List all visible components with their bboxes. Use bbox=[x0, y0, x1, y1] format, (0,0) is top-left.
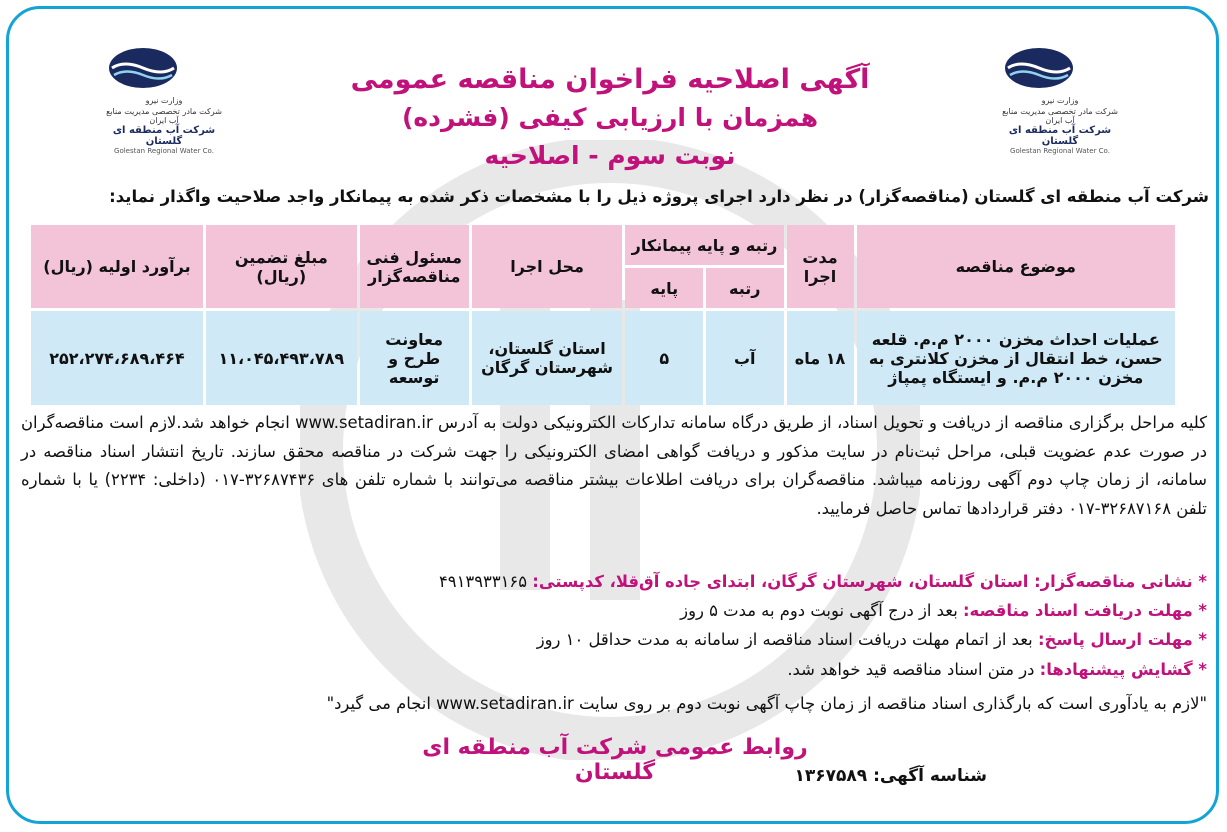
logo-parent-company: شرکت مادر تخصصی مدیریت منابع آب ایران bbox=[1002, 107, 1118, 125]
bid-opening-text: در متن اسناد مناقصه قید خواهد شد. bbox=[787, 659, 1035, 679]
list-item bbox=[17, 625, 1207, 654]
cell-duration: ۱۸ ماه bbox=[787, 311, 854, 405]
logo-english-name: Golestan Regional Water Co. bbox=[1010, 147, 1110, 155]
header-grade-group: رتبه و پایه پیمانکار bbox=[625, 225, 783, 265]
header-guarantee: مبلغ تضمین (ریال) bbox=[206, 225, 357, 308]
cell-grade: آب bbox=[706, 311, 784, 405]
header-base: پایه bbox=[625, 268, 703, 308]
document-deadline-label: * مهلت دریافت اسناد مناقصه: bbox=[962, 601, 1207, 621]
public-relations-signature: روابط عمومی شرکت آب منطقه ای گلستان bbox=[422, 735, 808, 785]
response-deadline-text: بعد از اتمام مهلت دریافت اسناد مناقصه از سامانه به مدت حداقل ۱۰ روز bbox=[536, 630, 1033, 650]
logo-ministry: وزارت نیرو bbox=[145, 96, 183, 105]
header-duration: مدت اجرا bbox=[787, 225, 854, 308]
company-logo-right bbox=[1000, 46, 1120, 155]
table-header-row bbox=[31, 225, 1175, 265]
logo-ministry: وزارت نیرو bbox=[1041, 96, 1079, 105]
logo-english-name: Golestan Regional Water Co. bbox=[114, 147, 214, 155]
notice-subtitle: همزمان با ارزیابی کیفی (فشرده) bbox=[401, 103, 819, 132]
document-deadline-text: بعد از درج آگهی نوبت دوم به مدت ۵ روز bbox=[680, 601, 958, 621]
notice-round: نوبت سوم - اصلاحیه bbox=[484, 141, 736, 170]
ad-id: شناسه آگهی: ۱۳۶۷۵۸۹ bbox=[794, 766, 987, 786]
instructions-text: کلیه مراحل برگزاری مناقصه از دریافت و تحویل اسناد، از طریق درگاه سامانه تدارکات الکترونیکی دولت به آدرس www.setadiran.ir انجام خواهد شد.لازم است مناقصه‌گران در صورت عدم عضویت قبلی، مراحل ثبت‌نام در سایت مذکور و دریافت گواهی امضای الکترونیکی را جهت شرکت در مناقصه محقق سازند. تاریخ انتشار اسناد مناقصه در سامانه، از زمان چاپ دوم آگهی روزنامه میباشد. مناقصه‌گران برای دریافت اطلاعات بیشتر مناقصه می‌توانند با شماره تلفن های ۳۲۶۸۷۴۳۶-۰۱۷ (داخلی: ۲۲۳۴) یا با شماره تلفن ۳۲۶۸۷۱۶۸-۰۱۷ دفتر قراردادها تماس حاصل فرمایید. bbox=[21, 413, 1208, 518]
header-subject: موضوع مناقصه bbox=[857, 225, 1175, 308]
logo-company-name: شرکت آب منطقه ای گلستان bbox=[112, 125, 216, 147]
cell-estimate: ۲۵۲،۲۷۴،۶۸۹،۴۶۴ bbox=[31, 311, 203, 405]
intro-text: شرکت آب منطقه ای گلستان (مناقصه‌گزار) در نظر دارد اجرای پروژه ذیل را با مشخصات ذکر شده به پیمانکار واجد صلاحیت واگذار نماید: bbox=[109, 187, 1209, 206]
bid-opening-label: * گشایش پیشنهادها: bbox=[1039, 659, 1207, 679]
company-logo-left bbox=[104, 46, 224, 155]
cell-technical-lead: معاونت طرح و توسعه bbox=[360, 311, 469, 405]
cell-base: ۵ bbox=[625, 311, 703, 405]
tender-table bbox=[28, 222, 1178, 408]
list-item bbox=[17, 655, 1207, 684]
header-location: محل اجرا bbox=[472, 225, 623, 308]
notice-title: آگهی اصلاحیه فراخوان مناقصه عمومی bbox=[350, 64, 870, 95]
list-item bbox=[17, 596, 1207, 625]
water-logo-icon bbox=[1000, 46, 1078, 90]
water-logo-icon bbox=[104, 46, 182, 90]
instructions-paragraph bbox=[21, 409, 1207, 523]
table-row bbox=[31, 311, 1175, 405]
cell-guarantee: ۱۱،۰۴۵،۴۹۳،۷۸۹ bbox=[206, 311, 357, 405]
cell-subject: عملیات احداث مخزن ۲۰۰۰ م.م. قلعه حسن، خط انتقال از مخزن کلانتری به مخزن ۲۰۰۰ م.م. و ایستگاه پمپاژ bbox=[857, 311, 1175, 405]
logo-company-name: شرکت آب منطقه ای گلستان bbox=[1008, 125, 1112, 147]
postal-code: ۴۹۱۳۹۳۳۱۶۵ bbox=[439, 572, 528, 591]
logo-parent-company: شرکت مادر تخصصی مدیریت منابع آب ایران bbox=[106, 107, 222, 125]
list-item bbox=[17, 567, 1207, 596]
address-label: * نشانی مناقصه‌گزار: استان گلستان، شهرستان گرگان، ابتدای جاده آق‌قلا، کدپستی: bbox=[532, 572, 1207, 591]
reminder-note: "لازم به یادآوری است که بارگذاری اسناد مناقصه از زمان چاپ آگهی نوبت دوم بر روی سایت www.setadiran.ir انجام می گیرد" bbox=[326, 694, 1207, 713]
header-technical-lead: مسئول فنی مناقصه‌گزار bbox=[360, 225, 469, 308]
header-estimate: برآورد اولیه (ریال) bbox=[31, 225, 203, 308]
cell-location: استان گلستان، شهرستان گرگان bbox=[472, 311, 623, 405]
response-deadline-label: * مهلت ارسال پاسخ: bbox=[1037, 630, 1207, 650]
details-list bbox=[17, 567, 1207, 684]
header-grade: رتبه bbox=[706, 268, 784, 308]
